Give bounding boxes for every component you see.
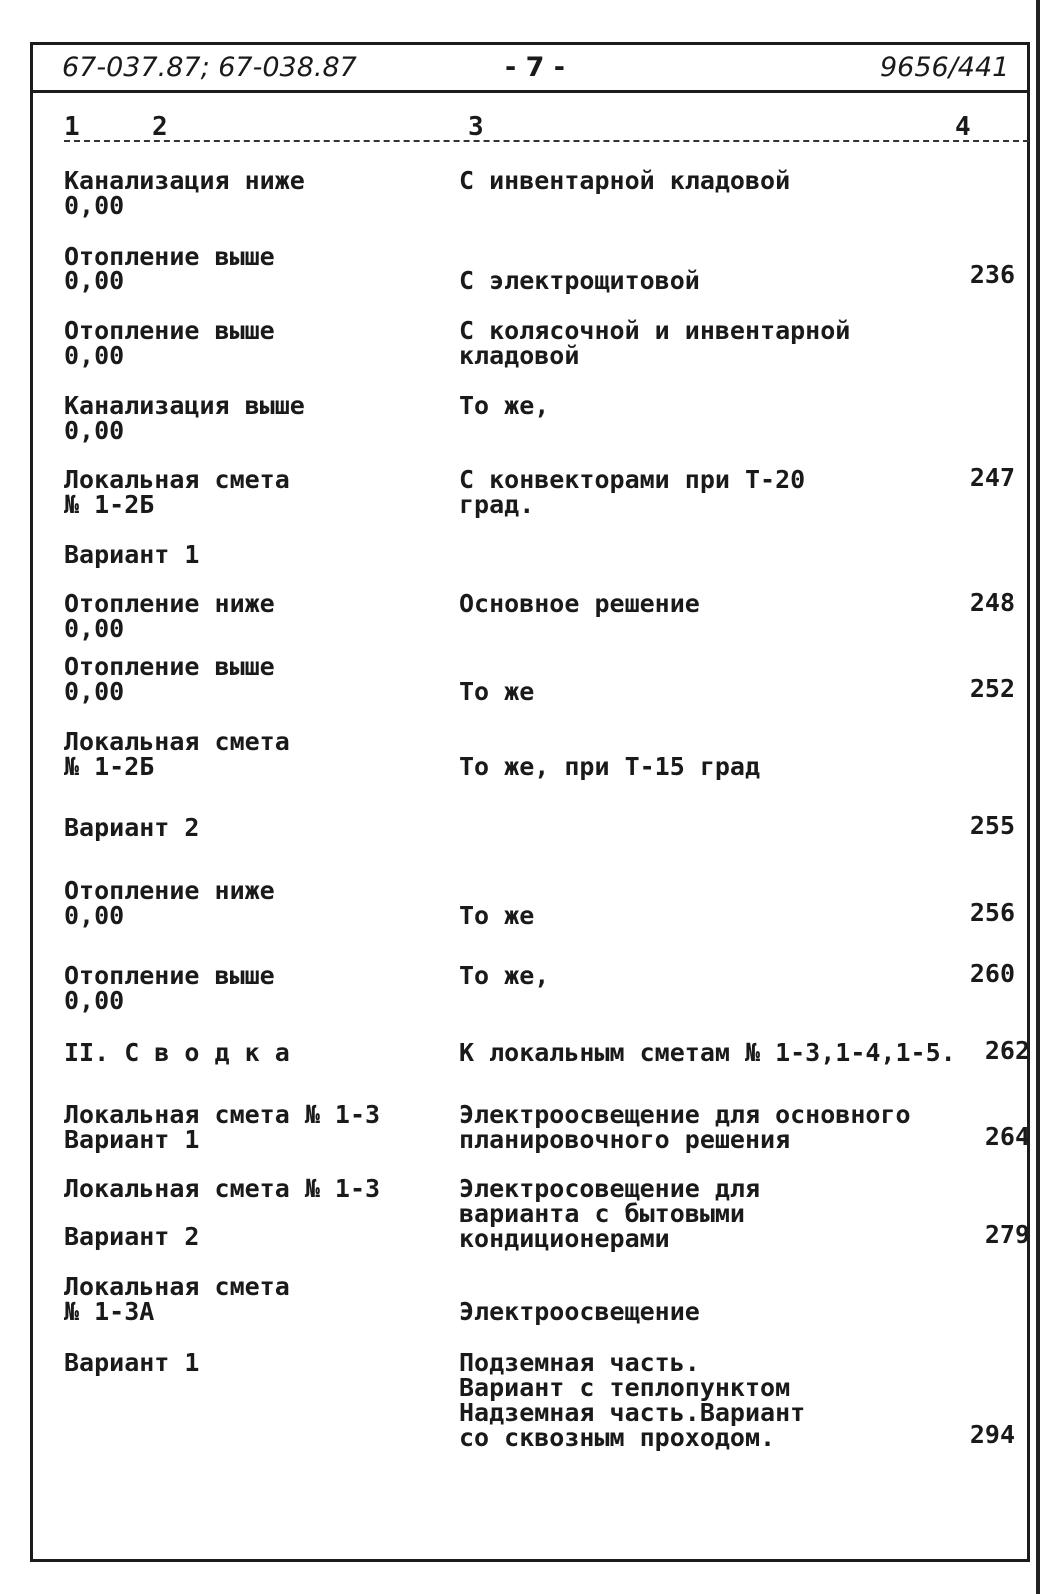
row-description: Надземная часть.Вариант	[459, 1398, 806, 1427]
row-description: С конвекторами при Т-20	[459, 465, 806, 494]
row-description: К локальным сметам № 1-3,1-4,1-5.	[459, 1038, 956, 1067]
row-label: Вариант 2	[64, 813, 200, 842]
row-label: 0,00	[64, 986, 125, 1015]
row-label: Отопление ниже	[64, 876, 275, 905]
row-page-number: 247	[969, 463, 1015, 492]
row-label: Локальная смета № 1-3	[64, 1174, 381, 1203]
row-description: Электроосвещение для основного	[459, 1100, 911, 1129]
row-description: Подземная часть.	[459, 1348, 700, 1377]
row-page-number: 262	[984, 1036, 1030, 1065]
row-description: С колясочной и инвентарной	[459, 316, 851, 345]
row-page-number: 236	[969, 260, 1015, 289]
row-label: Вариант 1	[64, 1125, 200, 1154]
row-label: 0,00	[64, 416, 125, 445]
row-label: Канализация ниже	[64, 166, 305, 195]
row-label: Локальная смета	[64, 465, 290, 494]
column-number-1: 1	[64, 112, 80, 142]
row-page-number: 294	[969, 1420, 1015, 1449]
row-label: Локальная смета	[64, 1272, 290, 1301]
column-number-4: 4	[955, 112, 971, 142]
document-code: 67-037.87; 67-038.87	[62, 52, 357, 83]
row-page-number: 260	[969, 959, 1015, 988]
row-description: То же,	[459, 961, 550, 990]
column-header-divider	[64, 140, 1029, 142]
row-label: Вариант 1	[64, 540, 200, 569]
row-page-number: 255	[969, 811, 1015, 840]
row-description: То же	[459, 901, 535, 930]
page-right-edge	[1036, 0, 1040, 1594]
row-label: 0,00	[64, 266, 125, 295]
row-description: Электросовещение для	[459, 1174, 761, 1203]
page-number: - 7 -	[505, 52, 565, 83]
column-number-3: 3	[468, 112, 484, 142]
row-description: варианта с бытовыми	[459, 1199, 745, 1228]
section-heading: II. С в о д к а	[64, 1038, 290, 1067]
row-label: Локальная смета № 1-3	[64, 1100, 381, 1129]
row-label: 0,00	[64, 901, 125, 930]
row-description: Вариант с теплопунктом	[459, 1373, 791, 1402]
row-label: 0,00	[64, 614, 125, 643]
row-description: То же,	[459, 391, 550, 420]
row-description: Основное решение	[459, 589, 700, 618]
row-description: Электроосвещение	[459, 1297, 700, 1326]
row-description: кондиционерами	[459, 1224, 670, 1253]
row-description: С инвентарной кладовой	[459, 166, 791, 195]
row-label: Отопление выше	[64, 316, 275, 345]
row-description: То же, при Т-15 град	[459, 752, 761, 781]
row-label: № 1-2Б	[64, 490, 155, 519]
row-page-number: 256	[969, 898, 1015, 927]
row-description: С электрощитовой	[459, 266, 700, 295]
row-label: Вариант 1	[64, 1348, 200, 1377]
row-label: № 1-3А	[64, 1297, 155, 1326]
column-number-2: 2	[152, 112, 168, 142]
row-description: кладовой	[459, 341, 580, 370]
row-label: Отопление выше	[64, 652, 275, 681]
header-divider	[33, 90, 1030, 93]
row-page-number: 279	[984, 1220, 1030, 1249]
row-page-number: 252	[969, 674, 1015, 703]
row-label: 0,00	[64, 191, 125, 220]
row-label: 0,00	[64, 677, 125, 706]
row-label: Вариант 2	[64, 1222, 200, 1251]
archive-number: 9656/441	[880, 52, 1010, 83]
row-description: град.	[459, 490, 535, 519]
row-label: Отопление выше	[64, 242, 275, 271]
row-page-number: 264	[984, 1122, 1030, 1151]
row-description: планировочного решения	[459, 1125, 791, 1154]
row-label: Канализация выше	[64, 391, 305, 420]
row-label: Отопление выше	[64, 961, 275, 990]
row-description: То же	[459, 677, 535, 706]
row-description: со сквозным проходом.	[459, 1423, 776, 1452]
row-label: Отопление ниже	[64, 589, 275, 618]
row-label: № 1-2Б	[64, 752, 155, 781]
row-page-number: 248	[969, 588, 1015, 617]
row-label: Локальная смета	[64, 727, 290, 756]
row-label: 0,00	[64, 341, 125, 370]
